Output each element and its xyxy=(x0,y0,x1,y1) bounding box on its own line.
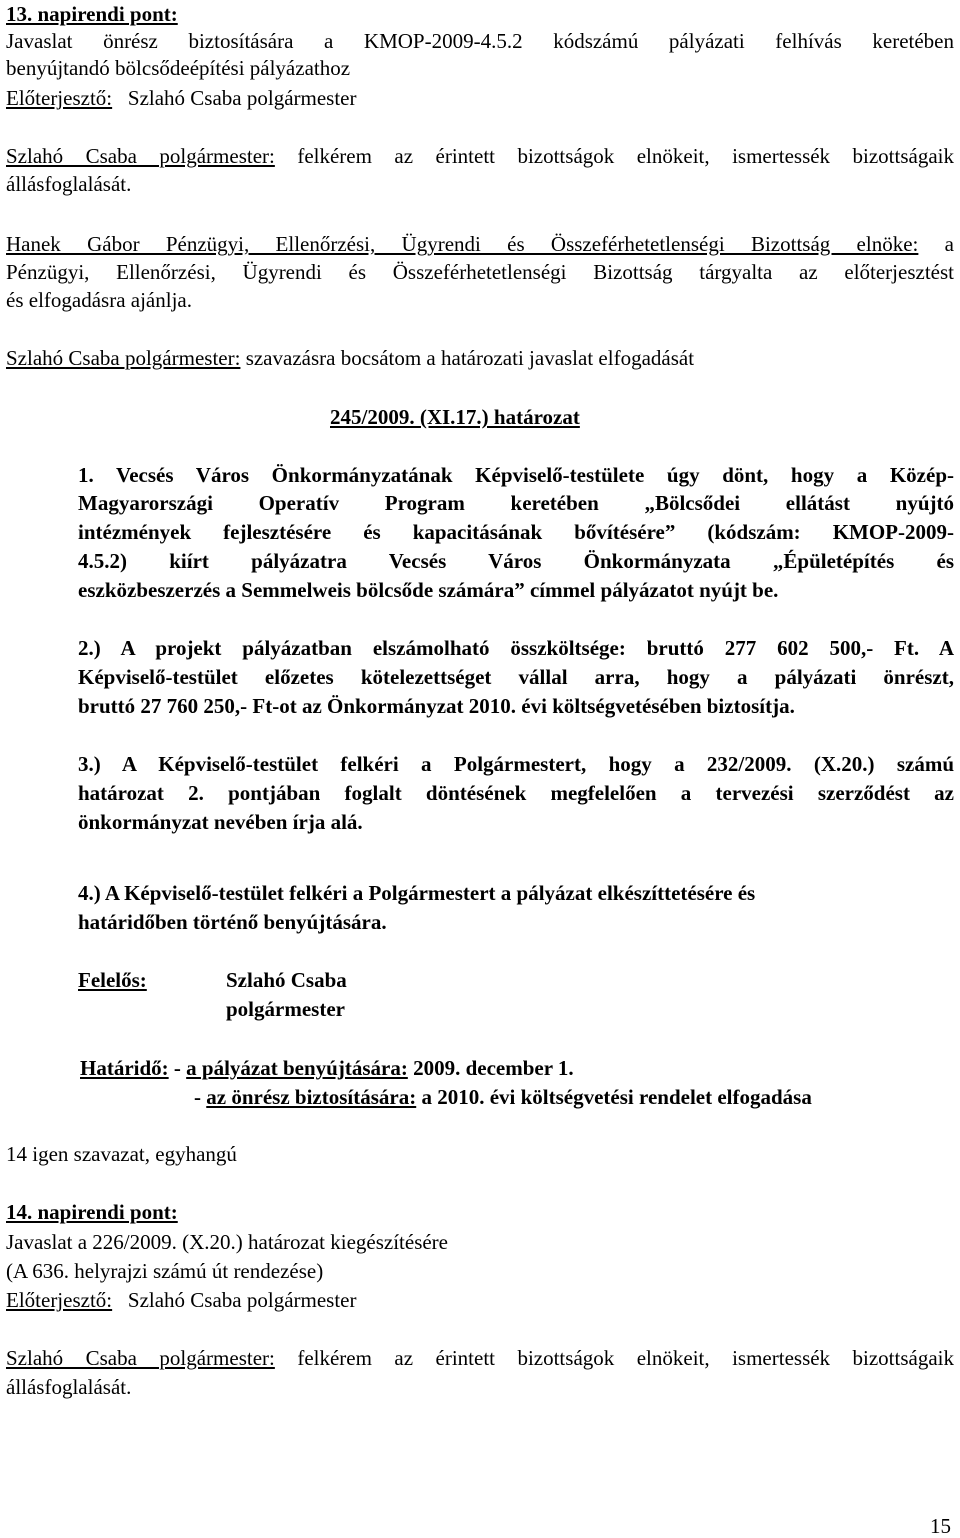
resolution-point4-line1: 4.) A Képviselő-testület felkéri a Polgármestert a pályázat elkészíttetésére és xyxy=(78,881,756,905)
agenda-item-13-title-line1: Javaslat önrész biztosítására a KMOP-2009-4.5.2 kódszámú pályázati felhívás keretében xyxy=(6,29,954,53)
deadline2-value: a 2010. évi költségvetési rendelet elfogadása xyxy=(416,1085,812,1109)
responsible-label: Felelős: xyxy=(78,968,147,992)
responsible-name-line2: polgármester xyxy=(226,997,345,1021)
speaker-name-14: Szlahó Csaba polgármester: xyxy=(6,1346,275,1370)
speech-text-14: felkérem az érintett bizottságok elnökeit, ismertessék bizottságaik xyxy=(297,1346,954,1370)
resolution-point3-line1: 3.) A Képviselő-testület felkéri a Polgármestert, hogy a 232/2009. (X.20.) számú xyxy=(78,752,954,776)
presenter-name: Szlahó Csaba polgármester xyxy=(127,86,357,110)
resolution-point3-line2: határozat 2. pontjában foglalt döntésének megfelelően a tervezési szerződést az xyxy=(78,781,954,805)
vote-speaker: Szlahó Csaba polgármester: xyxy=(6,346,241,370)
resolution-point2-line2: Képviselő-testület előzetes kötelezettséget vállal arra, hogy a pályázati önrészt, xyxy=(78,665,954,689)
agenda-item-13-speech-line2: állásfoglalását. xyxy=(6,172,132,196)
page-number: 15 xyxy=(930,1514,951,1538)
agenda-item-13-heading: 13. napirendi pont: xyxy=(6,2,178,26)
agenda-item-14-heading: 14. napirendi pont: xyxy=(6,1200,178,1224)
agenda-item-14-speech-line2: állásfoglalását. xyxy=(6,1375,132,1399)
responsible-name-line1: Szlahó Csaba xyxy=(226,968,347,992)
presenter-label: Előterjesztő: xyxy=(6,86,113,110)
vote-call-text: szavazásra bocsátom a határozati javaslat elfogadását xyxy=(245,346,695,370)
speaker-name: Szlahó Csaba polgármester: xyxy=(6,144,275,168)
committee-opinion-line1 xyxy=(6,232,954,256)
agenda-item-14-title-line1: Javaslat a 226/2009. (X.20.) határozat kiegészítésére xyxy=(6,1230,448,1254)
deadline1-value: 2009. december 1. xyxy=(407,1056,574,1080)
agenda-item-13-presenter xyxy=(6,86,357,110)
deadline1-dash: - xyxy=(173,1056,187,1080)
committee-opinion-line3: és elfogadásra ajánlja. xyxy=(6,288,192,312)
deadline-line1 xyxy=(80,1056,574,1080)
resolution-point1-line2: Magyarországi Operatív Program keretében „Bölcsődei ellátást nyújtó xyxy=(78,491,954,515)
deadline2-label: az önrész biztosítására: xyxy=(206,1085,417,1109)
speech-text: felkérem az érintett bizottságok elnökeit, ismertessék bizottságaik xyxy=(297,144,954,168)
resolution-point2-line1: 2.) A projekt pályázatban elszámolható összköltsége: bruttó 277 602 500,- Ft. A xyxy=(78,636,954,660)
deadline2-dash: - xyxy=(194,1085,207,1109)
agenda-item-14-presenter xyxy=(6,1288,357,1312)
resolution-title: 245/2009. (XI.17.) határozat xyxy=(330,405,580,429)
presenter-name-14: Szlahó Csaba polgármester xyxy=(127,1288,357,1312)
resolution-point1-line1: 1. Vecsés Város Önkormányzatának Képviselő-testülete úgy dönt, hogy a Közép- xyxy=(78,463,954,487)
agenda-item-14-speech-line1 xyxy=(6,1346,954,1370)
committee-opinion-line2: Pénzügyi, Ellenőrzési, Ügyrendi és Összeférhetetlenségi Bizottság tárgyalta az előterjesztést xyxy=(6,260,954,284)
committee-opinion-start: a xyxy=(944,232,954,256)
deadline-label: Határidő: xyxy=(80,1056,169,1080)
resolution-point2-line3: bruttó 27 760 250,- Ft-ot az Önkormányzat 2010. évi költségvetésében biztosítja. xyxy=(78,694,795,718)
resolution-point1-line3: intézmények fejlesztésére és kapacitásának bővítésére” (kódszám: KMOP-2009- xyxy=(78,520,954,544)
vote-call xyxy=(6,346,694,370)
agenda-item-14-title-line2: (A 636. helyrajzi számú út rendezése) xyxy=(6,1259,324,1283)
deadline1-label: a pályázat benyújtására: xyxy=(186,1056,408,1080)
committee-chair: Hanek Gábor Pénzügyi, Ellenőrzési, Ügyrendi és Összeférhetetlenségi Bizottság elnöke: xyxy=(6,232,919,256)
agenda-item-13-title-line2: benyújtandó bölcsődeépítési pályázathoz xyxy=(6,56,351,80)
resolution-point4-line2: határidőben történő benyújtására. xyxy=(78,910,387,934)
presenter-label-14: Előterjesztő: xyxy=(6,1288,113,1312)
deadline-line2 xyxy=(194,1085,812,1109)
vote-result: 14 igen szavazat, egyhangú xyxy=(6,1142,237,1166)
agenda-item-13-speech-line1 xyxy=(6,144,954,168)
resolution-point1-line5: eszközbeszerzés a Semmelweis bölcsőde számára” címmel pályázatot nyújt be. xyxy=(78,578,779,602)
resolution-point1-line4: 4.5.2) kiírt pályázatra Vecsés Város Önkormányzata „Épületépítés és xyxy=(78,549,954,573)
resolution-point3-line3: önkormányzat nevében írja alá. xyxy=(78,810,363,834)
